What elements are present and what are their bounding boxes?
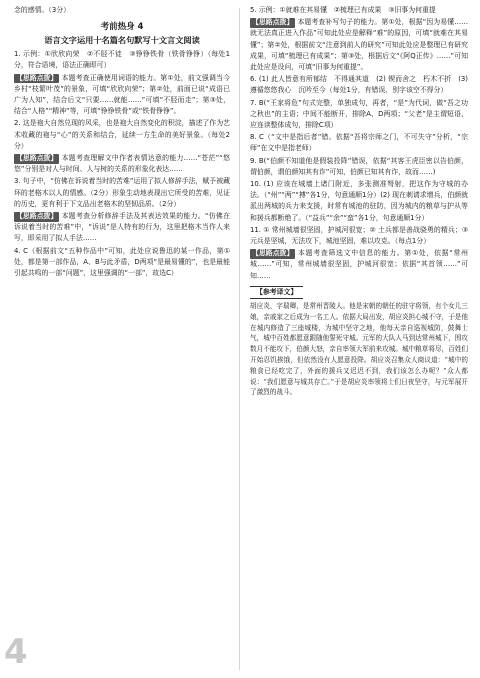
answer-item: 6. (1) 此人皆意有所郁结 不得通其道 (2) 锲而舍之 朽木不折 (3) 遵循悠悠我心 沉吟至今（每处1分，有错误、别字该空不得分）	[250, 75, 468, 95]
section-title-2: 语言文字运用十名篇名句默写十文言文阅读	[44, 35, 200, 46]
answer-item: 4. C（根据前文“五种作品中”可知，此处应说鲁迅的某一作品，第①处，都是第一部作品，A、B与此矛盾，D两项“是最易懂的”，也是最能引起共鸣的一部“问题”，这里强调的“一部”，故选C）	[14, 246, 230, 278]
analysis-tag: 【思路点拨】	[16, 73, 58, 82]
answer-item: 5. 示例：①就难在其易懂 ②梳理已有成果 ③旧事为何重提	[250, 6, 436, 14]
reference-translation-title: 【参考译文】	[250, 286, 303, 299]
answer-item: 8. C（“文中是指后者”错。依据“吾将宗师之门，不可失守”分析，“宗师”在文中是指老师）	[250, 133, 468, 153]
answer-item: 2. 这是袍大自然兑现的风采，也是袍大自然变化的积淀，描述了作为艺术收藏的袍与“心”的关系和结合，延续一方生命的美好景象。（每处2分）	[14, 119, 230, 150]
right-column	[250, 4, 468, 398]
analysis-note: 【思路点拨】 本题考查正确使用词语的能力。第①处，前文强调当今乡村“枝繁叶茂”的景象，可填“欣欣向荣”；第②处，前面已说“成语已广为人知”，结合后文“只要……就能……”可填“不胫而走”；第③处，结合“人格”“精神”等，可填“铮铮铁骨”或“铁骨铮铮”。	[14, 73, 230, 116]
answer-item: 3. 句子中，“仿佛在诉说着当时的苦难”运用了拟人修辞手法，赋予被藏环的老格木以人的情感。（2分）形象生动地表现出它所受的苦难，见证的历史，更有利于下文品出老格木的坚韧品质。（2分）	[14, 177, 230, 208]
answer-item: 10. (1) 应该在城墙上诸门附近，多张测准弩射，把这作为守城的办法。（“州”“两”“搏”各1分，句意通顺1分）(2) 现在刺请求增兵，伯颜就派出两城的兵力来支援，时常有城池的驻防，因为城内的粮草与护从等和援兵都断绝了。（“益兵”“余”“蛮”各1分，句意通顺1分）	[250, 180, 468, 222]
analysis-note: 【思路点拨】 本题考查理解文中作者表情达意的能力……“苍茫”“悠悠”分别是对人与时间、人与树的关系的形象化表达……	[14, 154, 230, 174]
continued-text: 念的感情。（3分）	[14, 6, 71, 14]
analysis-note: 【思路点拨】 本题考查筛选文中信息的能力。第①处，依据“常州城……”可知，常州城墙很坚固，护城河很宽；依据“其首领……”可知……	[250, 249, 468, 280]
page-number: 4	[4, 632, 28, 672]
answer-item: 11. ① 常州城墙很坚固，护城河很宽；② 土兵都是善战骁勇的精兵；③ 元兵是坚城，无法攻下，城池坚固，难以攻克。（每点1分）	[250, 225, 468, 246]
section-title-1: 考前热身 4	[100, 22, 144, 33]
answer-item: 9. B(“伯颜不知道他是假装投降”错误，依据“其客王虎臣密以告伯颜，谓伯颜，谓伯颜知其有诈”可知，伯颜已知其有诈，故而……)	[250, 156, 468, 176]
analysis-tag: 【思路点拨】	[16, 212, 58, 221]
analysis-note: 【思路点拨】 本题考查分析修辞手法及其表达效果的能力。“仿佛在诉说着当时的苦难”中，“诉说”是人特有的行为，这里把格木当作人来写，即采用了拟人手法……	[14, 212, 230, 243]
analysis-tag: 【思路点拨】	[252, 249, 294, 258]
analysis-note: 【思路点拨】 本题考查补写句子的能力。第①处，根据“因为易懂……就无法真正进入作品”可知此处应是解释“难”的原因，可填“就难在其易懂”；第②处，根据前文“注意到前人的研究”可知此处应是整理已有研究成果，可填“梳理已有成果”；第③处，根据后文“《阿Q正传》……”可知此处应是设问，可填“旧事为何重提”。	[250, 18, 468, 72]
answer-item: 7. B(“王家将危”句式完整，单独成句，再者，“是”为代词，做“吾之功之秋也”的主语；中间不能断开，排除A、D两项；“父老”是主谓短语，应连读整体成句，排除C项）	[250, 98, 468, 130]
analysis-tag: 【思路点拨】	[252, 18, 294, 27]
column-divider	[239, 8, 240, 670]
analysis-tag: 【思路点拨】	[16, 154, 58, 163]
reference-translation-body: 胡应炎，字瑞卿，是常州晋陵人。他是宋朝的朝任的驻守将领，有个女儿三娘，亲戚家之后成为一名工人。依据大局出发，胡应炎担心城不守，于是他在城内修造了三座城楼，为城中坚守之地，他每天亲自巡视城防，鼓舞士气，城中百姓都愿意跟随他誓死守城。元军的大队人马到达常州城下，围攻数月不能攻下，伯颜大怒，亲自率领大军前来攻城。城中粮草将尽，百姓们开始忍饥挨饿，但依然没有人愿意投降。胡应炎召集众人商议道：“城中的粮食已经吃完了，外面的援兵又迟迟不到，我们该怎么办呢？”众人都说：“我们愿意与城共存亡。”于是胡应炎率领将士们日夜坚守，与元军展开了激烈的战斗。	[250, 302, 468, 397]
answer-item: 1. 示例：①欣欣向荣 ②不胫不徒 ③铮铮铁骨（铁骨铮铮）（每处1分，符合语境，语法正确即可）	[14, 50, 230, 70]
left-column	[14, 4, 230, 279]
